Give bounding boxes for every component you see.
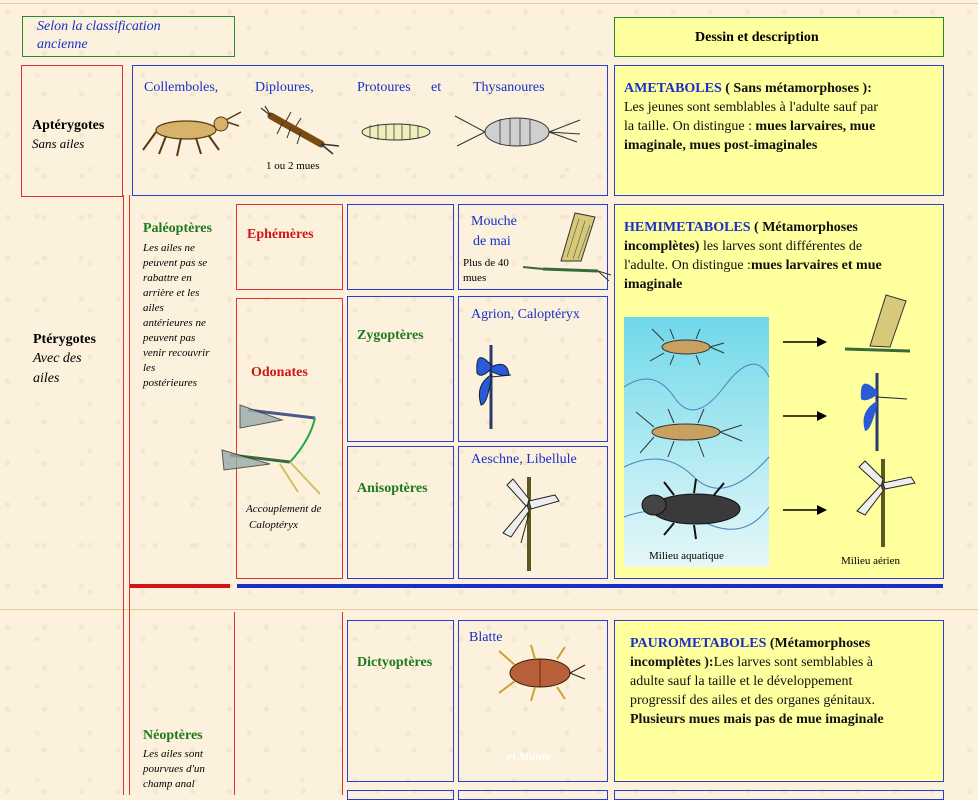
ametaboles-bold2: mues larvaires, mue — [755, 119, 876, 134]
anisopteres-cell — [347, 446, 454, 579]
group-protoures: Protoures — [357, 80, 411, 95]
dictyopteres-example-2: et Mante — [507, 749, 551, 763]
hemimetaboles-paren: ( Métamorphoses — [754, 220, 858, 235]
column-rule-4 — [342, 612, 343, 795]
ephemeres-note-1: Plus de 40 — [463, 257, 509, 269]
apterygota-name: Aptérygotes — [32, 118, 105, 133]
hemimetaboles-text2: les larves sont différentes de — [699, 239, 863, 254]
apterygota-groups — [132, 65, 608, 196]
neopteres-name: Néoptères — [143, 728, 203, 743]
ametaboles-paren: ( Sans métamorphoses ): — [725, 81, 872, 96]
separator-red — [130, 584, 230, 588]
anisopteres-example: Aeschne, Libellule — [471, 452, 577, 467]
apterygota-subtitle: Sans ailes — [32, 136, 85, 151]
ametaboles-title: AMETABOLES — [624, 81, 722, 96]
mating-damselflies-illustration — [220, 400, 340, 500]
diploure-note: 1 ou 2 mues — [266, 160, 320, 172]
dragonfly-illustration — [499, 477, 569, 572]
paurometaboles-paren: (Métamorphoses — [769, 636, 871, 651]
ephemeres-example-1: Mouche — [471, 214, 517, 229]
paurometaboles-title: PAUROMETABOLES — [630, 636, 767, 651]
odonates-caption-2: Caloptéryx — [249, 519, 298, 531]
classification-label-box — [22, 16, 235, 57]
hemimetaboles-title: HEMIMETABOLES — [624, 220, 751, 235]
description-header-label: Dessin et description — [695, 30, 819, 45]
adult-mayfly-icon — [840, 291, 920, 361]
section-rule — [0, 609, 978, 610]
column-rule — [123, 195, 124, 795]
hemimetaboles-bold3: mues larvaires et mue — [750, 258, 882, 273]
cockroach-illustration — [495, 643, 585, 703]
group-et: et — [431, 80, 442, 95]
zygopteres-name: Zygoptères — [357, 328, 424, 343]
paleopteres-desc: Les ailes ne peuvent pas se rabattre en arrière et les ailes antérieures ne peuvent pas venir recouvrir les postérieures — [143, 242, 210, 389]
top-rule — [0, 3, 978, 4]
next-row-example-cell — [458, 790, 608, 800]
zygopteres-cell — [347, 296, 454, 442]
group-diploures: Diploures, — [255, 80, 314, 95]
ephemeres-cell — [236, 204, 343, 290]
milieu-aquatique-label: Milieu aquatique — [649, 550, 724, 562]
hemimetaboles-bold2: incomplètes) — [624, 239, 700, 254]
paurometaboles-text4: progressif des ailes et des organes génitaux. — [630, 693, 876, 708]
zygopteres-example-cell — [458, 296, 608, 442]
separator-blue — [237, 584, 943, 588]
next-row-cell — [347, 790, 454, 800]
dictyopteres-name: Dictyoptères — [357, 655, 433, 670]
paurometaboles-bold2: incomplètes ): — [630, 655, 714, 670]
paurometaboles-panel — [614, 620, 944, 782]
next-row-panel — [614, 790, 944, 800]
odonates-name: Odonates — [251, 365, 308, 380]
dictyopteres-example: Blatte — [469, 630, 503, 645]
thysanoure-illustration — [455, 106, 580, 161]
paurometaboles-text2: Les larves sont semblables à — [713, 655, 873, 670]
ametaboles-text1: Les jeunes sont semblables à l'adulte sauf par — [624, 100, 879, 115]
adult-damselfly-icon — [855, 373, 915, 453]
anisopteres-name: Anisoptères — [357, 481, 428, 496]
pterygota-subtitle-2: ailes — [33, 371, 60, 386]
nymph-zygoptere-icon — [636, 409, 742, 457]
ametaboles-bold3: imaginale, mues post-imaginales — [624, 138, 818, 153]
classification-label: Selon la classification ancienne — [37, 19, 161, 52]
ametaboles-text2: la taille. On distingue : — [624, 119, 752, 134]
dictyopteres-example-cell — [458, 620, 608, 782]
nymph-ephemere-icon — [650, 329, 724, 365]
neopteres-desc: Les ailes sont pourvues d'un champ anal — [143, 748, 205, 790]
paleopteres-name: Paléoptères — [143, 221, 212, 236]
paurometaboles-bold5: Plusieurs mues mais pas de mue imaginale — [630, 712, 884, 727]
aquatic-larvae-panel — [624, 317, 769, 567]
arrow-icon — [783, 503, 828, 517]
hemimetaboles-bold4: imaginale — [624, 277, 683, 292]
pterygota-name: Ptérygotes — [33, 332, 96, 347]
dictyopteres-cell — [347, 620, 454, 782]
paurometaboles-text3: adulte sauf la taille et le développement — [630, 674, 853, 689]
mayfly-illustration — [523, 209, 608, 284]
arrow-icon — [783, 409, 828, 423]
column-rule-2 — [129, 195, 130, 795]
damselfly-illustration — [473, 345, 518, 430]
ephemeres-example-cell — [458, 204, 608, 290]
ephemeres-subgroup-cell — [347, 204, 454, 290]
adult-dragonfly-icon — [851, 459, 921, 549]
collembole-illustration — [141, 110, 241, 165]
pterygota-subtitle-1: Avec des — [33, 351, 82, 366]
hemimetaboles-panel — [614, 204, 944, 579]
apterygota-cell — [21, 65, 123, 197]
group-thysanoures: Thysanoures — [473, 80, 545, 95]
ephemeres-name: Ephémères — [247, 227, 314, 242]
ephemeres-example-2: de mai — [473, 234, 511, 249]
description-header — [614, 17, 944, 57]
diploure-illustration — [261, 106, 341, 156]
hemimetaboles-text3: l'adulte. On distingue : — [624, 258, 751, 273]
odonates-caption-1: Accouplement de — [246, 503, 322, 515]
zygopteres-example: Agrion, Caloptéryx — [471, 307, 580, 322]
ephemeres-note-2: mues — [463, 272, 487, 284]
protoure-illustration — [360, 121, 435, 146]
milieu-aerien-label: Milieu aérien — [841, 555, 900, 567]
group-collemboles: Collemboles, — [144, 80, 219, 95]
column-rule-3 — [234, 612, 235, 795]
ametaboles-panel — [614, 65, 944, 196]
anisopteres-example-cell — [458, 446, 608, 579]
arrow-icon — [783, 335, 828, 349]
